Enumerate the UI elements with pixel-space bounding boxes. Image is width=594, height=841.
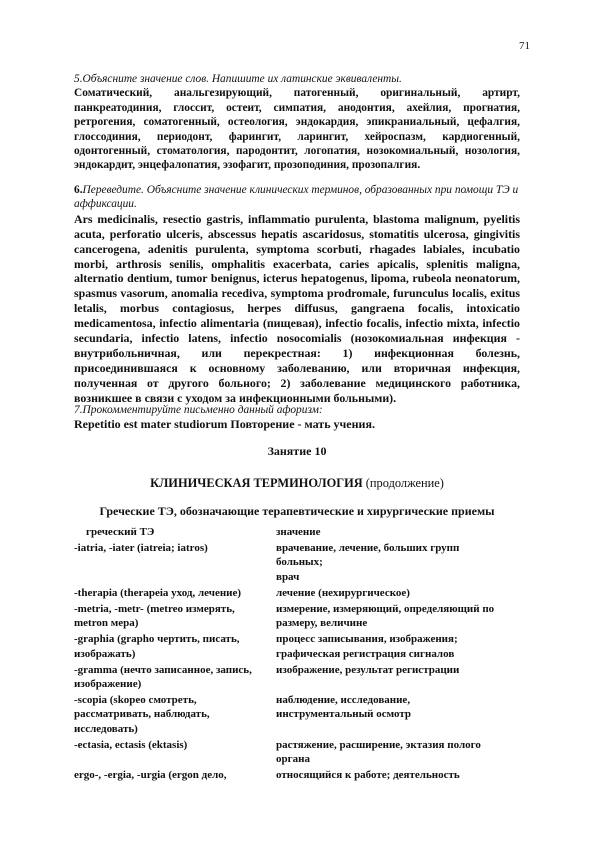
table-row [74, 541, 524, 586]
table-row [74, 693, 524, 738]
task-5-body: Соматический, анальгезирующий, патогенный, оригинальный, артирт, панкреатодиния, глоссит, остеит, симпатия, анодонтия, ахейлия, прогнатия, ретрогения, соматогенный, остеология, эндокардия, эпикраниальный, цефалгия, глоссодиния, периодонт, фарингит, ларингит, хейроспазм, кардиогенный, одонтогенный, стоматология, пародонтит, логопатия, нозокомиальный, нозология, эндокардит, энцефалопатия, эзофагит, прозоподиния, прозопалгия. [74, 87, 520, 172]
term-meaning: растяжение, расширение, эктазия полого органа [276, 738, 481, 766]
task-6-number: 6. [74, 184, 83, 196]
term-meaning: врачевание, лечение, больших групп больных; врач [276, 542, 460, 583]
lesson-title: Занятие 10 [267, 444, 327, 458]
table-row [74, 586, 524, 602]
task-7-aphorism: Repetitio est mater studiorum Повторение - мать учения. [74, 417, 375, 432]
task-5-heading: 5.Объясните значение слов. Напишите их латинские эквиваленты. [74, 73, 402, 85]
task-6-body: Ars medicinalis, resectio gastris, inflammatio purulenta, blastoma malignum, pyelitis acuta, perforatio ulceris, abscessus hepatis ascaridosus, stomatitis ulcerosa, gingivitis cancerogena, adenitis purulenta, symptoma scorbuti, rhagades labiales, incubatio morbi, arthrosis senilis, omphalitis exacerbata, caries apicalis, splenitis maligna, alternatio dentium, tumor benignus, icterus hepatogenus, lipoma, rubeola neonatorum, spasmus vasorum, anomalia recediva, symptoma prodromale, furunculus localis, exitus letalis, morbus contagiosus, herpes diffusus, gangraena focalis, intoxicatio medicamentosa, infectio alimentaria (пищевая), infectio focalis, infectio mixta, infectio secundaria, infectio latens, infectio nosocomialis (нозокомиальная инфекция - внутрибольничная, или перекрестная: 1) инфекционная болезнь, присоединившаяся к основному заболеванию, или вторичная инфекция, полученная от другого больного; 2) заболевание медицинского работника, возникшее в связи с уходом за инфекционными больными). [74, 211, 520, 405]
term-table-body [74, 541, 524, 784]
greek-element: -metria, -metr- (metreo измерять, metron мера) [74, 603, 235, 630]
task-6 [74, 183, 520, 406]
table-row [74, 768, 524, 784]
task-7 [74, 403, 520, 432]
task-7-heading: 7.Прокомментируйте письменно данный афоризм: [74, 404, 323, 416]
page-number: 71 [519, 40, 530, 52]
task-5 [74, 72, 520, 173]
term-table-header [74, 525, 524, 541]
term-meaning: измерение, измеряющий, определяющий по размеру, величине [276, 603, 495, 630]
term-meaning: относящийся к работе; деятельность [276, 769, 460, 782]
header-meaning: значение [276, 526, 321, 538]
section-title-main: КЛИНИЧЕСКАЯ ТЕРМИНОЛОГИЯ [150, 476, 363, 490]
greek-element: -ectasia, ectasis (ektasis) [74, 738, 188, 751]
greek-element: ergo-, -ergia, -urgia (ergon дело, [74, 769, 227, 782]
section-subtitle: Греческие ТЭ, обозначающие терапевтические и хирургические приемы [99, 504, 495, 518]
greek-element: -gramma (нечто записанное, запись, изображение) [74, 663, 252, 691]
term-meaning: наблюдение, исследование, инструментальный осмотр [276, 694, 412, 721]
section-title [60, 476, 534, 491]
term-meaning: лечение (нехирургическое) [276, 586, 410, 599]
table-row [74, 663, 524, 693]
table-row [74, 602, 524, 632]
term-meaning: изображение, результат регистрации [276, 663, 460, 676]
term-table [74, 525, 524, 784]
section-title-suffix: (продолжение) [362, 476, 444, 490]
header-greek: греческий ТЭ [86, 526, 155, 538]
greek-element: -therapia (therapeia уход, лечение) [74, 586, 242, 599]
table-row [74, 738, 524, 768]
greek-element: -iatria, -iater (iatreia; iatros) [74, 542, 208, 555]
table-row [74, 632, 524, 662]
task-6-heading-text: Переведите. Объясните значение клинических терминов, образованных при помощи ТЭ и аффиксации. [74, 184, 519, 211]
term-meaning: процесс записывания, изображения; графическая регистрация сигналов [276, 633, 458, 660]
greek-element: -scopia (skopeo смотреть, рассматривать, наблюдать, исследовать) [74, 694, 210, 735]
task-6-heading [74, 183, 520, 212]
greek-element: -graphia (grapho чертить, писать, изображать) [74, 633, 240, 660]
